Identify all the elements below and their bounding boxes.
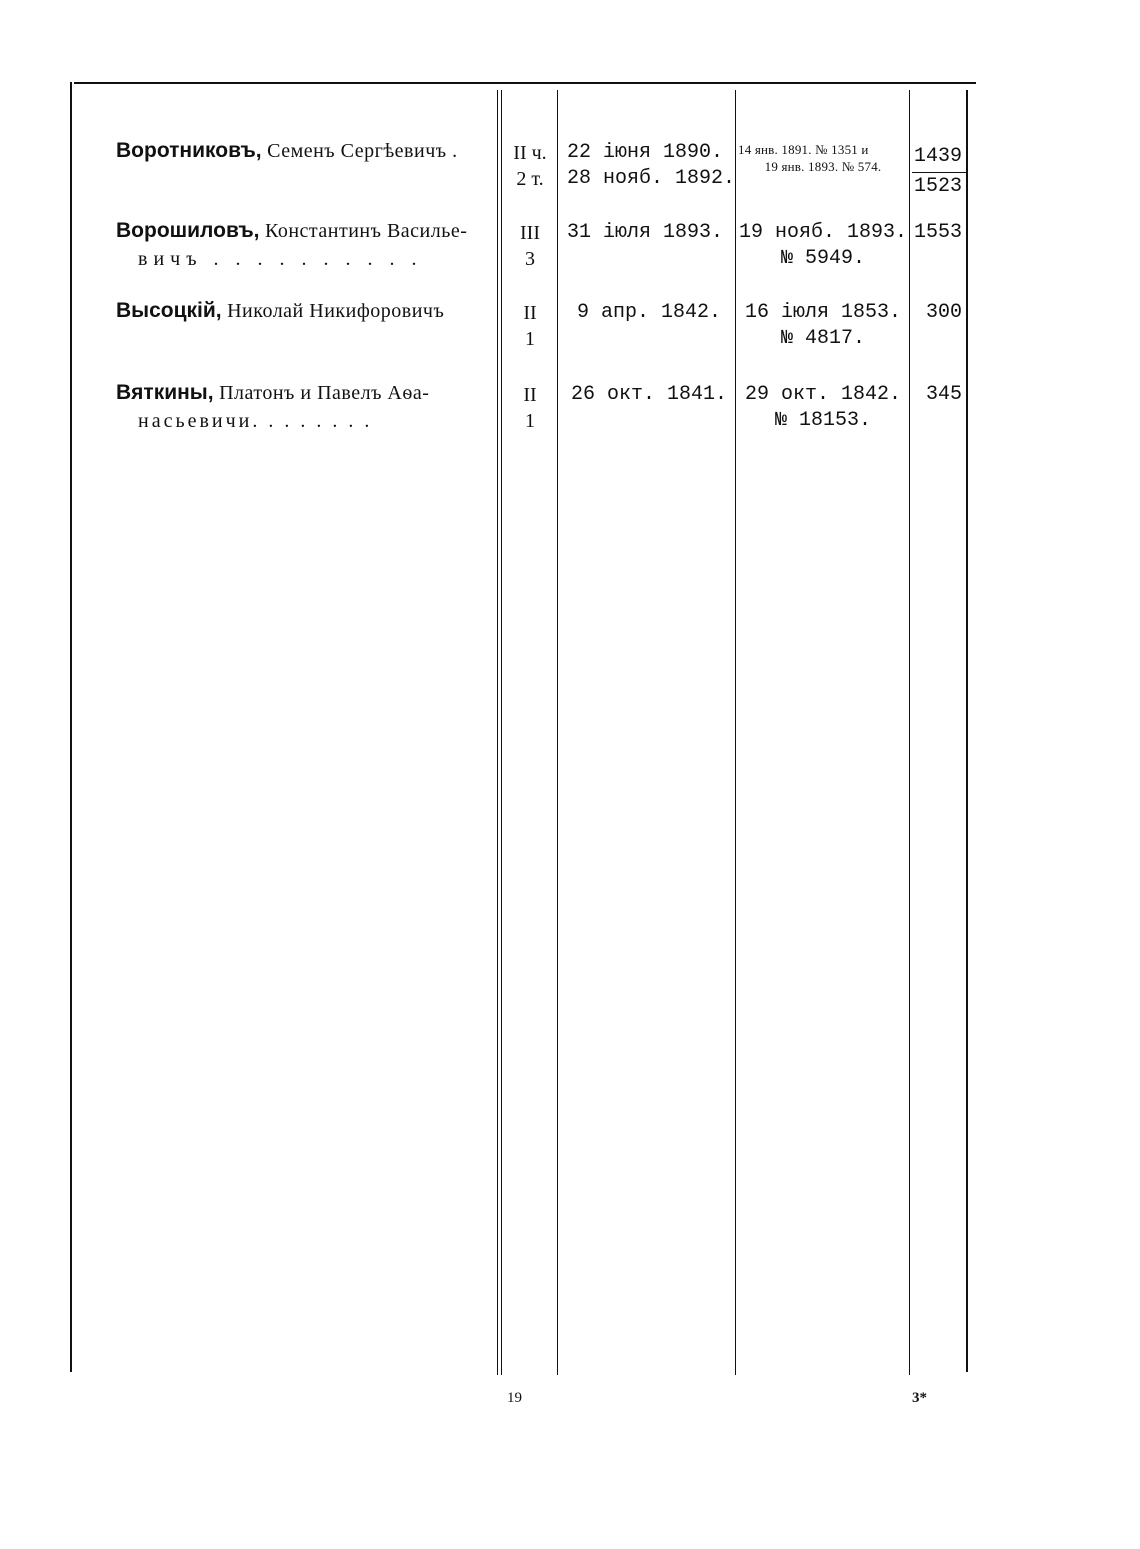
- person-name: [116, 218, 467, 272]
- signature-mark: 3*: [912, 1390, 927, 1406]
- given-names: Константинъ Василье-: [259, 220, 468, 242]
- reference-cell: 19 нояб. 1893. № 5949.: [738, 221, 908, 270]
- left-border: [70, 82, 72, 1372]
- date-cell: 31 іюля 1893.: [567, 221, 724, 244]
- name-column-divider-double: [501, 90, 502, 1375]
- surname: Вяткины,: [116, 381, 214, 404]
- person-name: [116, 298, 444, 326]
- page-cell: 345: [926, 383, 963, 406]
- surname: Воротниковъ,: [116, 139, 262, 162]
- volume-cell: II 1: [523, 302, 537, 350]
- volume-cell: III 3: [520, 222, 540, 270]
- given-names: Семенъ Сергѣевичъ .: [261, 140, 458, 162]
- top-rule: [74, 82, 976, 84]
- volume-column-divider: [557, 90, 558, 1375]
- date-cell: 22 іюня 1890. 28 нояб. 1892.: [567, 141, 736, 190]
- name-column-divider: [497, 90, 498, 1375]
- reference-cell: 14 янв. 1891. № 1351 и 19 янв. 1893. № 574.: [738, 142, 882, 174]
- surname: Ворошиловъ,: [116, 219, 260, 242]
- person-name: [116, 138, 458, 166]
- person-name: [116, 380, 429, 434]
- ref-column-divider: [909, 90, 910, 1375]
- page-cell: 300: [926, 301, 963, 324]
- given-names: Платонъ и Павелъ Аѳа-: [213, 382, 430, 404]
- date-column-divider: [735, 90, 736, 1375]
- date-cell: 9 апр. 1842.: [577, 301, 722, 324]
- page-number: 19: [507, 1390, 522, 1406]
- surname: Высоцкій,: [116, 299, 222, 322]
- given-names-continued: вичъ . . . . . . . . . .: [138, 248, 423, 270]
- given-names-continued: насьевичи. . . . . . . .: [138, 410, 373, 432]
- date-cell: 26 окт. 1841.: [571, 383, 728, 406]
- page-cell: 1439 1523: [914, 145, 963, 198]
- volume-cell: II ч. 2 т.: [513, 142, 547, 190]
- right-border: [966, 90, 968, 1372]
- page-cell: 1553: [914, 221, 963, 244]
- volume-cell: II 1: [523, 384, 537, 432]
- reference-cell: 29 окт. 1842. № 18153.: [744, 383, 902, 432]
- given-names: Николай Никифоровичъ: [221, 300, 445, 322]
- reference-cell: 16 іюля 1853. № 4817.: [744, 301, 902, 350]
